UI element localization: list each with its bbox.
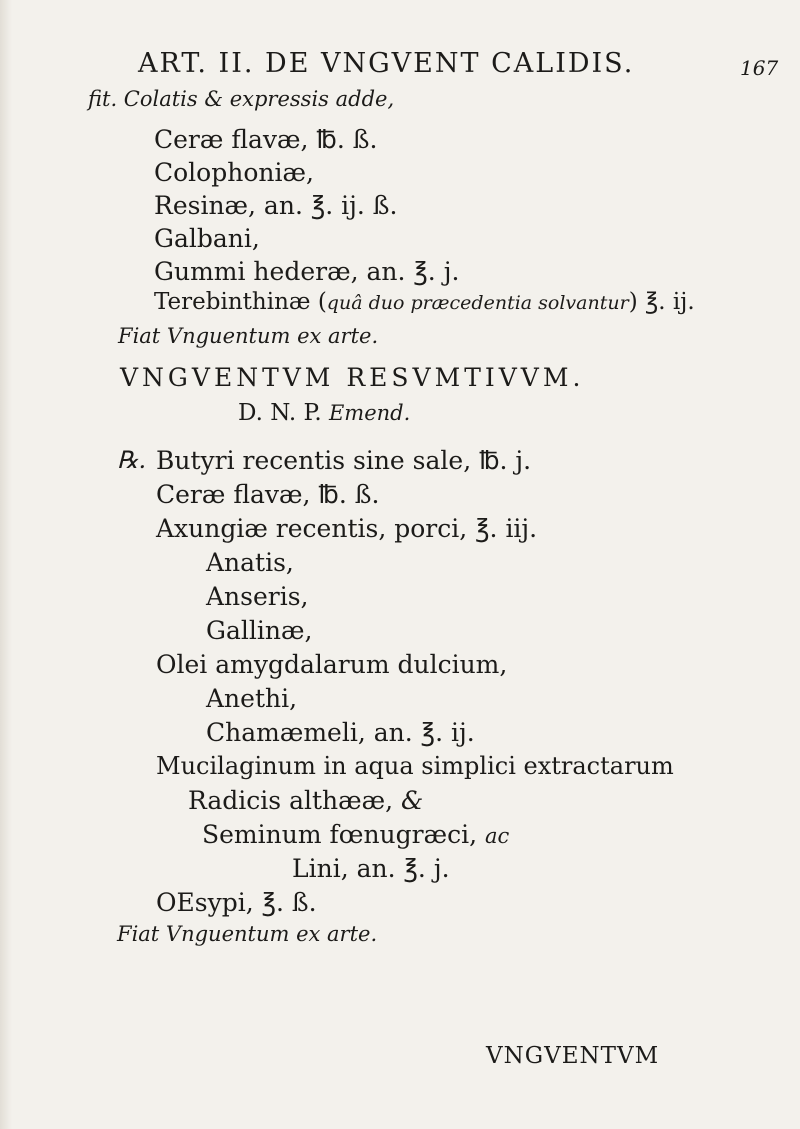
text-line: Colophoniæ,	[154, 158, 314, 187]
text-line: Gummi hederæ, an. ℥. j.	[154, 257, 460, 286]
text-line: Chamæmeli, an. ℥. ij.	[206, 718, 475, 747]
text-line: Ceræ flavæ, ℔. ß.	[156, 480, 380, 509]
text-span-italic: ac	[485, 824, 510, 848]
text-line: Fiat Vnguentum ex arte.	[117, 922, 378, 946]
text-line	[188, 788, 423, 813]
text-span-italic: quâ duo præcedentia solvantur	[326, 292, 629, 314]
text-span: Seminum fœnugræci,	[202, 820, 485, 849]
page-number: 167	[740, 56, 779, 80]
text-line: Gallinæ,	[206, 616, 313, 645]
text-span: Radicis althææ,	[188, 786, 402, 815]
author-initials: D. N. P.	[238, 400, 329, 426]
text-line: Axungiæ recentis, porci, ℥. iij.	[156, 514, 538, 543]
text-line: Ceræ flavæ, ℔. ß.	[154, 125, 378, 154]
text-span-italic: &	[401, 786, 424, 815]
text-line: Galbani,	[154, 224, 260, 253]
text-line: fit. Colatis & expressis adde,	[88, 87, 395, 111]
text-line	[154, 291, 695, 314]
text-line: Anseris,	[206, 582, 309, 611]
text-span: ) ℥. ij.	[628, 289, 695, 315]
text-line: Anatis,	[206, 548, 294, 577]
text-line	[202, 822, 509, 847]
section-author	[238, 402, 410, 425]
text-line: Fiat Vnguentum ex arte.	[118, 324, 379, 348]
catchword: VNGVENTVM	[486, 1043, 660, 1069]
text-line: Butyri recentis sine sale, ℔. j.	[156, 446, 532, 475]
text-line: OEsypi, ℥. ß.	[156, 888, 317, 917]
page-edge-shadow	[0, 0, 12, 1129]
text-line: Anethi,	[206, 684, 298, 713]
running-title: ART. II. DE VNGVENT CALIDIS.	[138, 48, 635, 79]
author-emend: Emend.	[328, 401, 411, 425]
text-line: Lini, an. ℥. j.	[292, 854, 450, 883]
recipe-symbol: ℞.	[117, 446, 147, 474]
text-line: Resinæ, an. ℥. ij. ß.	[154, 191, 398, 220]
text-line: Mucilaginum in aqua simplici extractarum	[156, 752, 674, 780]
section-title: VNGVENTVM RESVMTIVVM.	[120, 363, 585, 392]
text-span: Terebinthinæ (	[154, 289, 327, 315]
text-line: Olei amygdalarum dulcium,	[156, 650, 508, 679]
